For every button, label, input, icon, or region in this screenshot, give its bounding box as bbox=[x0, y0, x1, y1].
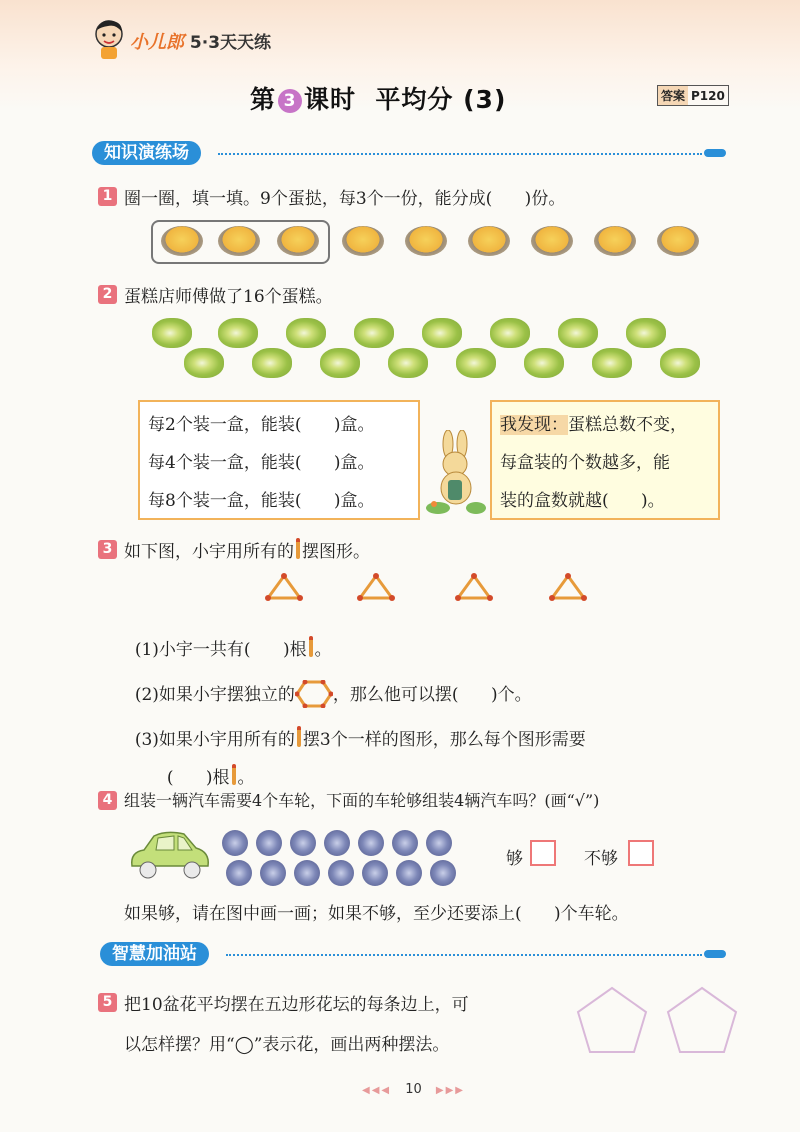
wheel-icon bbox=[324, 830, 350, 856]
rabbit-icon bbox=[424, 430, 488, 516]
question-5-line-2: 以怎样摆？用“◯”表示花，画出两种摆法。 bbox=[124, 1035, 450, 1055]
question-3-line bbox=[124, 537, 370, 562]
pen-icon bbox=[704, 950, 726, 958]
pen-icon bbox=[704, 149, 726, 157]
section-header-challenge: 智慧加油站 bbox=[100, 942, 209, 966]
wheel-icon bbox=[362, 860, 388, 886]
title-text: 课时 平均分 (3) bbox=[304, 85, 507, 114]
question-4-text: 组装一辆汽车需要4个车轮，下面的车轮够组装4辆汽车吗？(画“√”) bbox=[124, 791, 600, 810]
packing-line-2: 每4个装一盒，能装( )盒。 bbox=[148, 453, 375, 473]
cake-roll-icon bbox=[626, 318, 666, 348]
triangle-icon bbox=[356, 572, 396, 602]
wheel-icon bbox=[328, 860, 354, 886]
wheel-icon bbox=[430, 860, 456, 886]
triangle-icon bbox=[454, 572, 494, 602]
lesson-number-badge: 3 bbox=[278, 89, 302, 113]
answer-page: P120 bbox=[691, 89, 725, 103]
sub-1-text: (1)小宇一共有( )根 bbox=[134, 640, 307, 660]
question-5-line-1: 把10盆花平均摆在五边形花坛的每条边上，可 bbox=[124, 995, 469, 1015]
cake-roll-icon bbox=[184, 348, 224, 378]
not-enough-label: 不够 bbox=[584, 849, 618, 869]
cake-roll-icon bbox=[660, 348, 700, 378]
triangle-icon bbox=[264, 572, 304, 602]
cake-roll-icon bbox=[354, 318, 394, 348]
question-1-text: 圈一圈，填一填。9个蛋挞，每3个一份，能分成( )份。 bbox=[124, 189, 566, 209]
discovery-line-1 bbox=[500, 410, 687, 435]
left-arrows-icon: ◀◀◀ bbox=[362, 1085, 392, 1096]
cake-roll-icon bbox=[456, 348, 496, 378]
wheel-icon bbox=[222, 830, 248, 856]
section-divider bbox=[218, 153, 702, 155]
matchstick-icon bbox=[297, 726, 301, 747]
cake-roll-icon bbox=[524, 348, 564, 378]
answer-label: 答案 bbox=[658, 86, 688, 105]
not-enough-checkbox[interactable] bbox=[628, 840, 654, 866]
series-name: 5·3天天练 bbox=[189, 33, 272, 53]
question-3-sub-3-cont bbox=[156, 743, 255, 788]
packing-box bbox=[138, 400, 420, 520]
cake-roll-icon bbox=[558, 318, 598, 348]
enough-label: 够 bbox=[506, 849, 523, 869]
cake-roll-icon bbox=[286, 318, 326, 348]
matchstick-icon bbox=[232, 764, 236, 785]
wheel-icon bbox=[294, 860, 320, 886]
wheel-icon bbox=[358, 830, 384, 856]
sub-3-text: (3)如果小宇用所有的 bbox=[134, 730, 295, 750]
enough-checkbox[interactable] bbox=[530, 840, 556, 866]
page-title bbox=[250, 80, 506, 116]
egg-tart-icon bbox=[218, 226, 260, 256]
question-3-text-end: 摆图形。 bbox=[302, 542, 370, 562]
question-3-sub-2 bbox=[124, 660, 532, 708]
egg-tart-icon bbox=[277, 226, 319, 256]
sub-3-end: 。 bbox=[237, 768, 255, 788]
answer-page-tag bbox=[657, 85, 729, 106]
discovery-text-1: 蛋糕总数不变， bbox=[568, 415, 687, 435]
cake-roll-icon bbox=[218, 318, 258, 348]
cake-roll-icon bbox=[388, 348, 428, 378]
cake-roll-icon bbox=[320, 348, 360, 378]
egg-tart-icon bbox=[161, 226, 203, 256]
cake-roll-icon bbox=[152, 318, 192, 348]
discovery-line-3: 装的盒数就越( )。 bbox=[500, 491, 665, 511]
wheel-icon bbox=[290, 830, 316, 856]
brand-name: 小儿郎 bbox=[130, 32, 184, 53]
wheel-icon bbox=[256, 830, 282, 856]
question-4-follow: 如果够，请在图中画一画；如果不够，至少还要添上( )个车轮。 bbox=[124, 904, 629, 924]
cake-roll-icon bbox=[252, 348, 292, 378]
question-3-sub-1 bbox=[124, 615, 332, 660]
page-number: 10 bbox=[405, 1082, 422, 1097]
cake-roll-icon bbox=[592, 348, 632, 378]
car-icon bbox=[126, 826, 212, 884]
hexagon-icon bbox=[295, 680, 333, 708]
matchstick-icon bbox=[309, 636, 313, 657]
question-3-text: 如下图，小宇用所有的 bbox=[124, 542, 294, 562]
discovery-label: 我发现： bbox=[500, 415, 568, 435]
page-footer bbox=[362, 1082, 465, 1097]
section-header-practice: 知识演练场 bbox=[92, 141, 201, 165]
section-divider bbox=[226, 954, 702, 956]
wheel-icon bbox=[426, 830, 452, 856]
pentagon-icon bbox=[574, 984, 650, 1056]
wheel-icon bbox=[396, 860, 422, 886]
wheel-icon bbox=[392, 830, 418, 856]
wheel-icon bbox=[260, 860, 286, 886]
sub-3-mid: 摆3个一样的图形，那么每个图形需要 bbox=[302, 730, 586, 750]
packing-line-3: 每8个装一盒，能装( )盒。 bbox=[148, 491, 375, 511]
brand-logo bbox=[130, 28, 271, 54]
mascot-icon bbox=[92, 18, 126, 60]
cake-roll-icon bbox=[422, 318, 462, 348]
title-prefix: 第 bbox=[250, 85, 277, 114]
question-number-2: 2 bbox=[98, 285, 117, 304]
question-number-3: 3 bbox=[98, 540, 117, 559]
egg-tart-icon bbox=[594, 226, 636, 256]
question-number-5: 5 bbox=[98, 993, 117, 1012]
packing-line-1: 每2个装一盒，能装( )盒。 bbox=[148, 415, 375, 435]
matchstick-icon bbox=[296, 538, 300, 559]
egg-tart-icon bbox=[657, 226, 699, 256]
sub-1-end: 。 bbox=[314, 640, 332, 660]
egg-tart-icon bbox=[468, 226, 510, 256]
egg-tart-icon bbox=[342, 226, 384, 256]
question-2-text: 蛋糕店师傅做了16个蛋糕。 bbox=[124, 287, 333, 307]
right-arrows-icon: ▶▶▶ bbox=[435, 1085, 465, 1096]
discovery-line-2: 每盒装的个数越多，能 bbox=[500, 453, 670, 473]
question-number-4: 4 bbox=[98, 791, 117, 810]
pentagon-icon bbox=[664, 984, 740, 1056]
egg-tart-icon bbox=[405, 226, 447, 256]
discovery-box bbox=[490, 400, 720, 520]
cake-roll-icon bbox=[490, 318, 530, 348]
egg-tart-icon bbox=[531, 226, 573, 256]
question-number-1: 1 bbox=[98, 187, 117, 206]
wheel-icon bbox=[226, 860, 252, 886]
sub-3-answer: ( )根 bbox=[166, 768, 230, 788]
sub-2-text: (2)如果小宇摆独立的 bbox=[134, 685, 295, 705]
triangle-icon bbox=[548, 572, 588, 602]
sub-2-end: ，那么他可以摆( )个。 bbox=[332, 685, 532, 705]
